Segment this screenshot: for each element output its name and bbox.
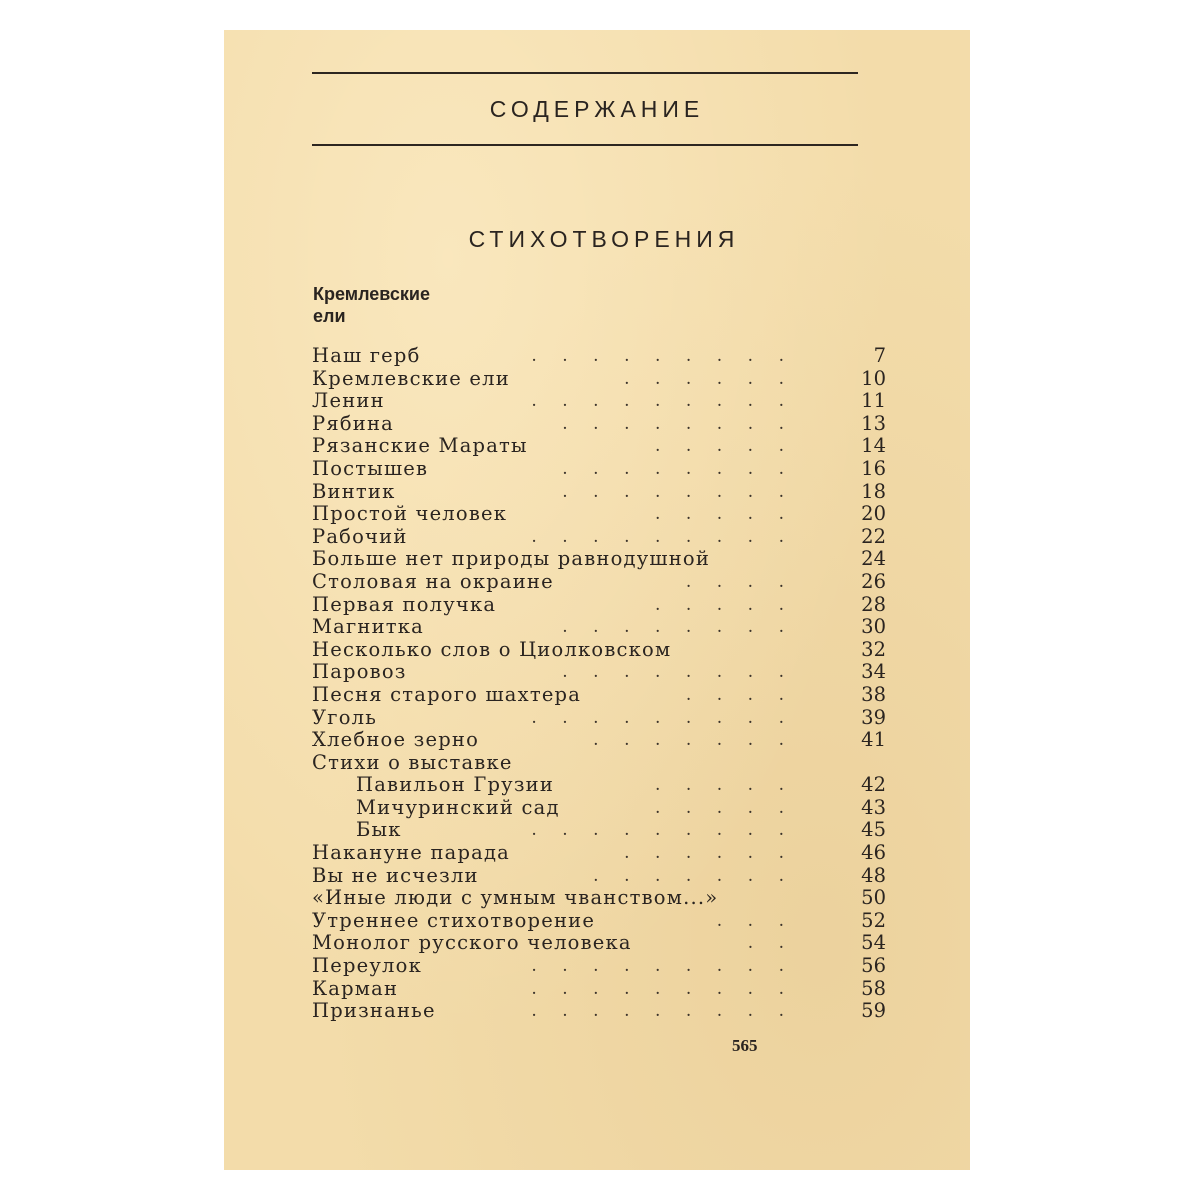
toc-list [312, 344, 886, 1023]
cycle-title-line: Кремлевские [313, 284, 430, 304]
toc-entry [312, 682, 886, 707]
toc-entry [312, 841, 886, 865]
toc-entry-page: 32 [861, 637, 886, 661]
toc-entry-page: 45 [861, 818, 886, 842]
toc-entry [312, 344, 886, 368]
toc-entry-title: Простой человек [312, 502, 508, 526]
toc-entry-page: 13 [861, 411, 886, 435]
toc-entry [312, 931, 886, 955]
toc-entry-title: Песня старого шахтера [312, 682, 582, 706]
toc-entry-title: Ленин [312, 389, 385, 413]
toc-entry [312, 569, 886, 594]
toc-leader-dots: . . . . . . . . [562, 413, 784, 434]
toc-entry-page: 20 [861, 502, 886, 526]
toc-entry [312, 615, 886, 639]
toc-entry-title: Рязанские Мараты [312, 434, 528, 458]
toc-entry-title: Павильон Грузии [356, 773, 555, 797]
toc-leader-dots: . . . . . . . . [562, 617, 784, 638]
toc-entry [312, 886, 886, 910]
toc-entry-page: 18 [861, 479, 886, 503]
toc-leader-dots: . . . . . . . [593, 730, 784, 751]
toc-leader-dots: . . . . . . . [593, 865, 784, 886]
toc-leader-dots: . . . . . . . . . [531, 526, 784, 547]
book-page [224, 30, 970, 1170]
toc-entry-page: 43 [861, 795, 886, 819]
toc-entry-title: Несколько слов о Циолковском [312, 637, 672, 661]
toc-entry-page: 11 [861, 389, 886, 413]
toc-entry [312, 660, 886, 684]
toc-entry [312, 366, 886, 391]
toc-entry-page: 28 [861, 592, 886, 616]
toc-entry-title: Карман [312, 976, 399, 1000]
toc-entry-page: 39 [861, 705, 886, 729]
toc-entry [312, 434, 886, 458]
toc-entry-title: Рабочий [312, 524, 408, 548]
toc-leader-dots: . . . . . . [624, 843, 784, 864]
toc-entry [312, 547, 886, 571]
toc-entry-title: Мичуринский сад [356, 795, 560, 819]
toc-entry-page: 7 [873, 344, 886, 367]
contents-heading: СОДЕРЖАНИЕ [489, 96, 705, 122]
toc-entry [312, 705, 886, 730]
toc-entry-page: 42 [861, 773, 886, 797]
toc-entry-title: Наш герб [312, 344, 421, 367]
top-rule [312, 72, 858, 74]
page-number: 565 [732, 1036, 758, 1055]
toc-leader-dots: . . . . . . [624, 368, 784, 389]
toc-entry-page: 58 [861, 976, 886, 1000]
toc-entry-page: 54 [861, 931, 886, 955]
toc-entry-page: 30 [861, 615, 886, 639]
toc-entry [312, 999, 886, 1023]
toc-entry-title: Паровоз [312, 660, 407, 684]
toc-entry [312, 976, 886, 1001]
toc-leader-dots: . . . . . [654, 775, 784, 796]
toc-leader-dots: . . . . . [654, 436, 784, 457]
toc-leader-dots: . . . . . . . . [562, 481, 784, 502]
toc-entry-title: Вы не исчезли [312, 863, 479, 887]
toc-entry-page: 56 [861, 954, 886, 978]
toc-entry-page: 50 [861, 886, 886, 910]
cycle-title-line: ели [313, 306, 346, 326]
toc-entry [312, 795, 886, 820]
toc-leader-dots: . . . . . . . . [562, 662, 784, 683]
toc-entry-title: Первая получка [312, 592, 497, 616]
toc-entry-page: 26 [861, 569, 886, 593]
toc-leader-dots: . . . . . . . . . [531, 1001, 784, 1022]
toc-leader-dots: . . . . . [654, 594, 784, 615]
toc-entry-page: 52 [861, 908, 886, 932]
toc-entry-page: 16 [861, 456, 886, 480]
toc-entry [312, 389, 886, 413]
toc-entry-title: Постышев [312, 456, 429, 480]
toc-entry [312, 954, 886, 978]
section-heading: СТИХОТВОРЕНИЯ [468, 226, 740, 252]
toc-entry-title: Рябина [312, 411, 394, 435]
toc-entry-page: 48 [861, 863, 886, 887]
toc-entry-title: Кремлевские ели [312, 366, 510, 390]
toc-entry-page: 38 [861, 682, 886, 706]
toc-entry-title: Утреннее стихотворение [312, 908, 596, 932]
toc-leader-dots: . . . . . . . . . [531, 707, 784, 728]
toc-leader-dots: . . . . . [654, 504, 784, 525]
toc-leader-dots: . . . . [685, 571, 784, 592]
toc-entry [312, 524, 886, 549]
toc-entry [312, 502, 886, 526]
toc-entry-title: Столовая на окраине [312, 569, 554, 593]
toc-entry-title: Стихи о выставке [312, 750, 513, 774]
toc-leader-dots: . . . . . . . . . [531, 346, 784, 366]
toc-entry-page: 41 [861, 728, 886, 752]
toc-entry [312, 479, 886, 504]
heading-rule [312, 144, 858, 146]
toc-entry-title: Винтик [312, 479, 396, 503]
toc-entry-page: 10 [861, 366, 886, 390]
toc-entry-title: Монолог русского человека [312, 931, 632, 955]
toc-entry-page: 22 [861, 524, 886, 548]
toc-entry-page: 24 [861, 547, 886, 571]
toc-entry [312, 592, 886, 617]
toc-leader-dots: . . . . . [654, 797, 784, 818]
toc-entry-title: Магнитка [312, 615, 425, 639]
toc-entry [312, 908, 886, 933]
toc-leader-dots: . . . [716, 910, 784, 931]
toc-entry [312, 818, 886, 842]
toc-entry [312, 637, 886, 662]
toc-entry-title: Признанье [312, 999, 436, 1023]
toc-entry-page: 14 [861, 434, 886, 458]
toc-entry [312, 773, 886, 797]
toc-entry-title: Хлебное зерно [312, 728, 480, 752]
toc-leader-dots: . . . . . . . . . [531, 956, 784, 977]
toc-entry-title: «Иные люди с умным чванством...» [312, 886, 719, 910]
toc-entry-page: 59 [861, 999, 886, 1023]
toc-entry [312, 456, 886, 481]
toc-leader-dots: . . . . . . . . . [531, 391, 784, 412]
toc-entry-title: Переулок [312, 954, 422, 978]
toc-entry-title: Бык [356, 818, 402, 842]
toc-entry-page: 34 [861, 660, 886, 684]
toc-entry-page: 46 [861, 841, 886, 865]
toc-entry-title: Уголь [312, 705, 378, 729]
toc-leader-dots: . . . . [685, 684, 784, 705]
cycle-title [313, 283, 430, 327]
toc-leader-dots: . . . . . . . . . [531, 978, 784, 999]
toc-leader-dots: . . . . . . . . . [531, 820, 784, 841]
toc-entry [312, 411, 886, 436]
toc-entry [312, 863, 886, 888]
toc-leader-dots: . . . . . . . . [562, 458, 784, 479]
toc-entry [312, 752, 866, 775]
toc-entry-title: Накануне парада [312, 841, 511, 865]
toc-entry [312, 728, 886, 752]
toc-leader-dots: . . [747, 933, 784, 954]
toc-entry-title: Больше нет природы равнодушной [312, 547, 711, 571]
